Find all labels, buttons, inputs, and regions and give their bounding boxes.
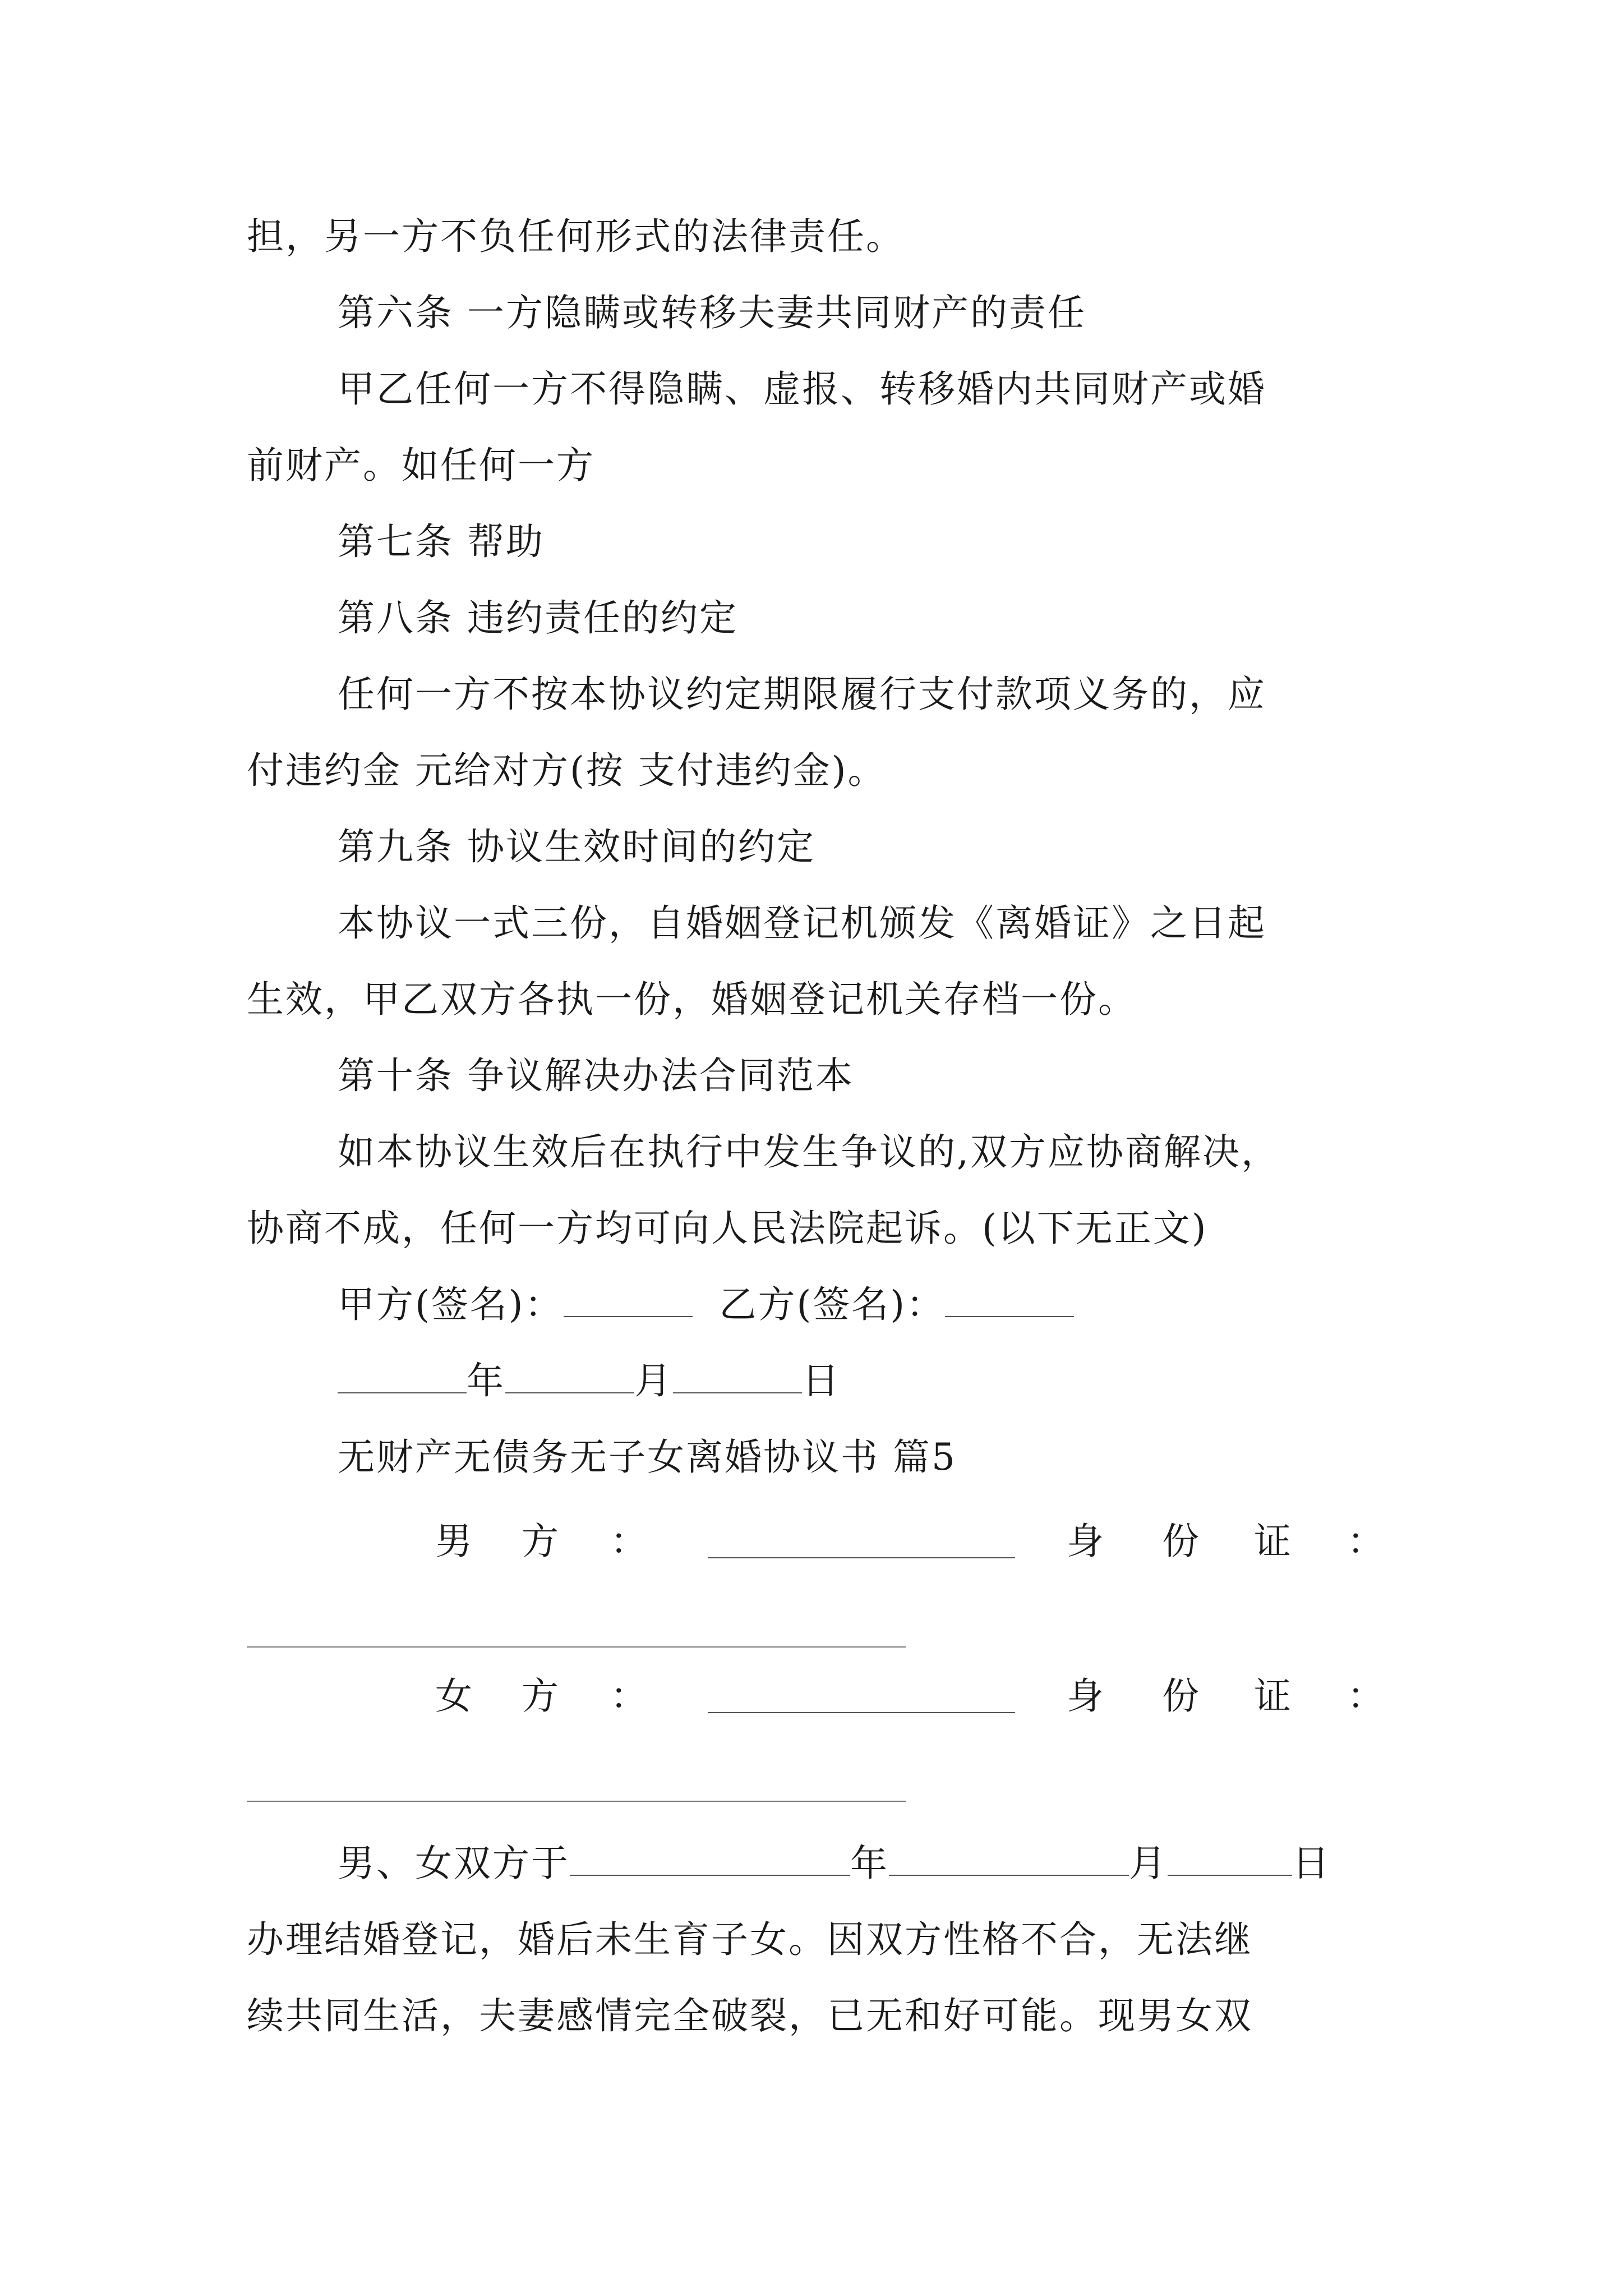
text-line: 任何一方不按本协议约定期限履行支付款项义务的，应 <box>338 673 1266 716</box>
article-6-heading: 第六条 一方隐瞒或转移夫妻共同财产的责任 <box>338 291 1086 334</box>
female-label-char: ： <box>610 1674 647 1718</box>
female-id-blank <box>247 1801 906 1802</box>
id-label-char: ： <box>1347 1520 1384 1563</box>
text-line: 生效，甲乙双方各执一份，婚姻登记机关存档一份。 <box>247 978 1137 1021</box>
text-line: 甲乙任何一方不得隐瞒、虚报、转移婚内共同财产或婚 <box>338 367 1266 411</box>
male-label-char: 方 <box>522 1520 559 1563</box>
marriage-year-label: 年 <box>850 1842 889 1885</box>
section-heading: 无财产无债务无子女离婚协议书 篇5 <box>338 1435 957 1479</box>
article-10-heading: 第十条 争议解决办法合同范本 <box>338 1054 854 1097</box>
party-b-signature-blank <box>945 1285 1074 1317</box>
male-label-char: 男 <box>435 1520 472 1563</box>
marriage-month-label: 月 <box>1129 1842 1168 1885</box>
female-party-row <box>247 1674 1384 1719</box>
article-8-heading: 第八条 违约责任的约定 <box>338 596 738 639</box>
id-label-char: 身 <box>1067 1520 1104 1563</box>
id-label-char: 证 <box>1254 1520 1291 1563</box>
id-label-char: 份 <box>1162 1674 1199 1718</box>
article-9-heading: 第九条 协议生效时间的约定 <box>338 825 815 868</box>
female-label-char: 女 <box>435 1674 472 1718</box>
male-party-row <box>247 1519 1384 1564</box>
female-name-blank <box>708 1681 1015 1713</box>
male-name-blank <box>708 1526 1015 1558</box>
month-blank <box>505 1361 634 1393</box>
text-line: 协商不成，任何一方均可向人民法院起诉。(以下无正文) <box>247 1207 1208 1250</box>
article-7-heading: 第七条 帮助 <box>338 520 545 563</box>
marriage-year-blank <box>570 1843 850 1876</box>
id-label-char: 证 <box>1254 1674 1291 1718</box>
id-label-char: 份 <box>1162 1520 1199 1563</box>
text-line: 办理结婚登记，婚后未生育子女。因双方性格不合，无法继 <box>247 1918 1253 1961</box>
year-label: 年 <box>467 1359 505 1402</box>
text-line: 担，另一方不负任何形式的法律责任。 <box>247 215 905 258</box>
day-blank <box>673 1361 802 1393</box>
text-line: 付违约金 元给对方(按 支付违约金)。 <box>247 749 887 792</box>
day-label: 日 <box>802 1359 841 1402</box>
text-line: 前财产。如任何一方 <box>247 444 595 487</box>
signature-line <box>338 1282 1074 1327</box>
text-line: 如本协议生效后在执行中发生争议的,双方应协商解决， <box>338 1130 1280 1174</box>
text-line: 本协议一式三份，自婚姻登记机颁发《离婚证》之日起 <box>338 901 1266 945</box>
male-label-char: ： <box>610 1520 647 1563</box>
id-label-char: ： <box>1347 1674 1384 1718</box>
date-line <box>338 1359 841 1404</box>
party-a-signature-label: 甲方(签名)： <box>338 1283 564 1326</box>
id-label-char: 身 <box>1067 1674 1104 1718</box>
party-b-signature-label: 乙方(签名)： <box>719 1283 945 1326</box>
month-label: 月 <box>634 1359 673 1402</box>
marriage-date-line <box>338 1841 1331 1886</box>
marriage-date-prefix: 男、女双方于 <box>338 1842 570 1885</box>
marriage-day-label: 日 <box>1292 1842 1331 1885</box>
male-id-blank <box>247 1646 906 1648</box>
text-line: 续共同生活，夫妻感情完全破裂，已无和好可能。现男女双 <box>247 1994 1253 2037</box>
party-a-signature-blank <box>564 1285 693 1317</box>
marriage-day-blank <box>1168 1843 1292 1876</box>
marriage-month-blank <box>889 1843 1129 1876</box>
female-label-char: 方 <box>522 1674 559 1718</box>
year-blank <box>338 1361 467 1393</box>
